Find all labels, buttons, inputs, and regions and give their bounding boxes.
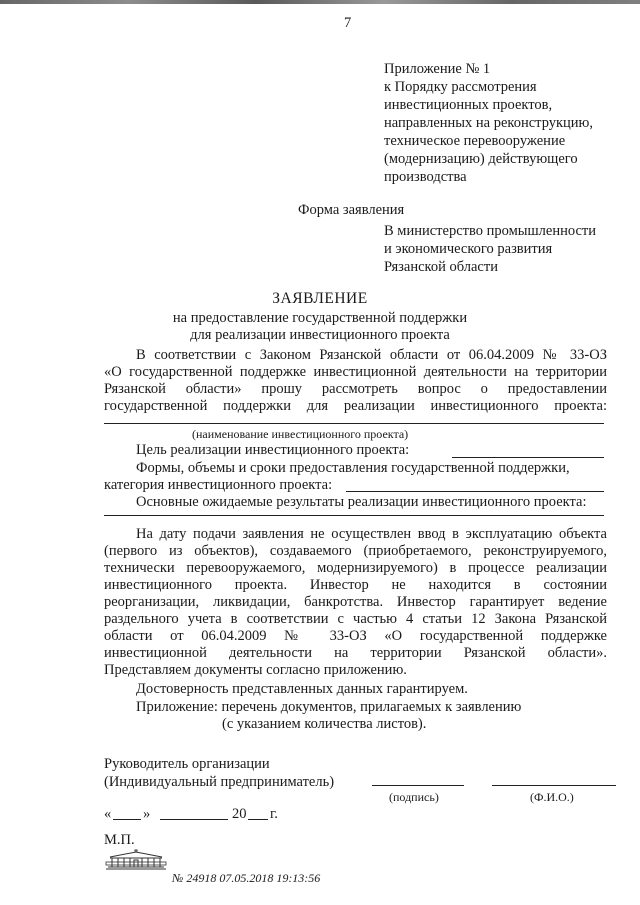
document-title: ЗАЯВЛЕНИЕ	[272, 290, 368, 307]
body-line: реорганизации, ликвидации, банкротства. Инвестор гарантирует ведение	[104, 594, 607, 610]
signature-caption: (подпись)	[389, 790, 439, 804]
signature-field[interactable]	[372, 785, 464, 786]
appendix-line: к Порядку рассмотрения	[384, 79, 537, 95]
year-field[interactable]	[248, 819, 268, 820]
appendix-line: направленных на реконструкцию,	[384, 115, 594, 131]
project-name-field[interactable]	[104, 423, 604, 424]
date-open-quote: «	[104, 806, 112, 822]
body-line: (первого из объектов), создаваемого (приобретаемого, реконструируемого,	[104, 543, 607, 559]
appendix-line: (модернизацию) действующего	[384, 151, 578, 167]
form-label: Форма заявления	[298, 202, 405, 218]
day-field[interactable]	[113, 819, 141, 820]
year-suffix: г.	[270, 806, 278, 822]
body-line: технически перевооружаемого, модернизируемого) в процессе реализации	[104, 560, 607, 576]
appendix-line: техническое перевооружение	[384, 133, 566, 149]
intro-line: Рязанской области» прошу рассмотреть вопрос о предоставлении	[104, 381, 607, 397]
attachment-text: Приложение: перечень документов, прилагаемых к заявлению	[136, 699, 522, 715]
addressee-line: В министерство промышленности	[384, 223, 597, 239]
fio-caption: (Ф.И.О.)	[530, 790, 574, 804]
stamp-place-label: М.П.	[104, 832, 135, 848]
body-line: Представляем документы согласно приложению.	[104, 662, 407, 678]
appendix-line: производства	[384, 169, 467, 185]
intro-line: В соответствии с Законом Рязанской области от 06.04.2009 № 33-ОЗ	[136, 347, 607, 363]
appendix-line: Приложение № 1	[384, 61, 491, 77]
goal-field[interactable]	[452, 457, 604, 458]
intro-line: государственной поддержки для реализации инвестиционного проекта:	[104, 398, 607, 414]
document-subtitle: на предоставление государственной поддержки	[172, 310, 468, 326]
category-field[interactable]	[346, 491, 604, 492]
date-close-quote: »	[143, 806, 151, 822]
fio-field[interactable]	[492, 785, 616, 786]
registration-stamp: № 24918 07.05.2018 19:13:56	[172, 871, 321, 885]
category-label: категория инвестиционного проекта:	[104, 477, 333, 493]
head-title: Руководитель организации	[104, 756, 270, 772]
addressee-line: и экономического развития	[384, 241, 553, 257]
guarantee-text: Достоверность представленных данных гарантируем.	[136, 681, 468, 697]
results-field[interactable]	[104, 515, 604, 516]
attachment-text: (с указанием количества листов).	[222, 716, 427, 732]
month-field[interactable]	[160, 819, 228, 820]
results-label: Основные ожидаемые результаты реализации инвестиционного проекта:	[136, 494, 587, 510]
body-line: области от 06.04.2009 № 33-ОЗ «О государственной поддержке	[104, 628, 607, 644]
body-line: инвестиционной деятельности на территории Рязанской области».	[104, 645, 607, 661]
body-line: раздельного учета в соответствии с частью 4 статьи 12 Закона Рязанской	[104, 611, 607, 627]
year-prefix: 20	[232, 806, 247, 822]
goal-label: Цель реализации инвестиционного проекта:	[136, 442, 410, 458]
intro-line: «О государственной поддержке инвестиционной деятельности на территории	[104, 364, 607, 380]
forms-label: Формы, объемы и сроки предоставления государственной поддержки,	[136, 460, 570, 476]
project-name-caption: (наименование инвестиционного проекта)	[192, 427, 409, 441]
addressee-line: Рязанской области	[384, 259, 498, 275]
scan-edge	[0, 0, 640, 4]
head-title: (Индивидуальный предприниматель)	[104, 774, 335, 790]
page-number: 7	[344, 15, 352, 31]
appendix-line: инвестиционных проектов,	[384, 97, 553, 113]
document-subtitle: для реализации инвестиционного проекта	[190, 327, 450, 343]
registry-building-icon	[104, 849, 168, 871]
body-line: инвестиционного проекта. Инвестор не находится в состоянии	[104, 577, 607, 593]
body-line: На дату подачи заявления не осуществлен ввод в эксплуатацию объекта	[136, 526, 607, 542]
